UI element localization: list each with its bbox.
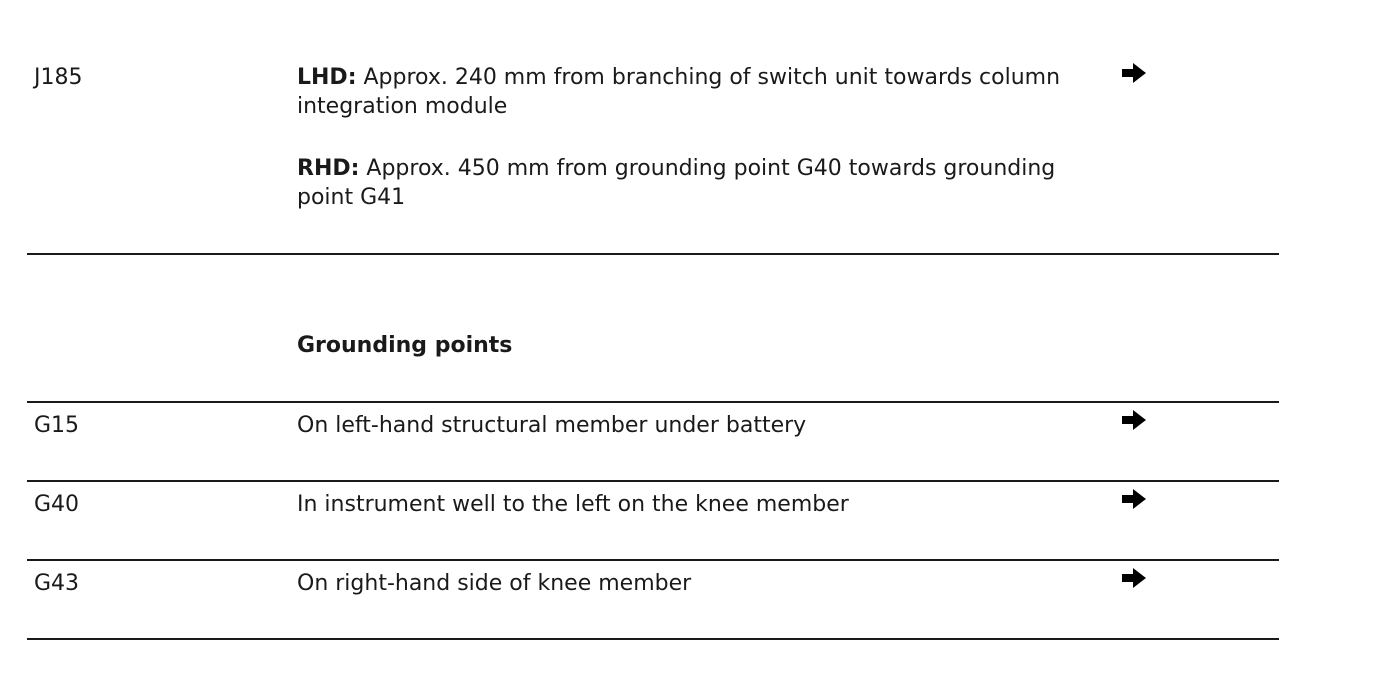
location-description-lhd xyxy=(297,63,1077,121)
lhd-text: Approx. 240 mm from branching of switch unit towards column integration module xyxy=(297,65,1061,119)
row-divider xyxy=(27,638,1279,640)
right-arrow-icon[interactable] xyxy=(1121,62,1147,84)
row-divider xyxy=(27,253,1279,255)
grounding-point-description: On right-hand side of knee member xyxy=(297,571,692,596)
lhd-label: LHD: xyxy=(297,65,357,90)
right-arrow-icon[interactable] xyxy=(1121,488,1147,510)
row-divider xyxy=(27,401,1279,403)
grounding-point-code: G43 xyxy=(34,571,80,596)
grounding-point-description: In instrument well to the left on the knee member xyxy=(297,492,849,517)
right-arrow-icon[interactable] xyxy=(1121,409,1147,431)
row-divider xyxy=(27,559,1279,561)
grounding-point-code: G40 xyxy=(34,492,80,517)
location-description-rhd xyxy=(297,154,1077,212)
section-heading: Grounding points xyxy=(297,333,513,358)
component-code: J185 xyxy=(34,65,83,90)
grounding-point-description: On left-hand structural member under battery xyxy=(297,413,807,438)
grounding-point-code: G15 xyxy=(34,413,80,438)
rhd-label: RHD: xyxy=(297,156,360,181)
rhd-text: Approx. 450 mm from grounding point G40 towards grounding point G41 xyxy=(297,156,1056,210)
right-arrow-icon[interactable] xyxy=(1121,567,1147,589)
row-divider xyxy=(27,480,1279,482)
